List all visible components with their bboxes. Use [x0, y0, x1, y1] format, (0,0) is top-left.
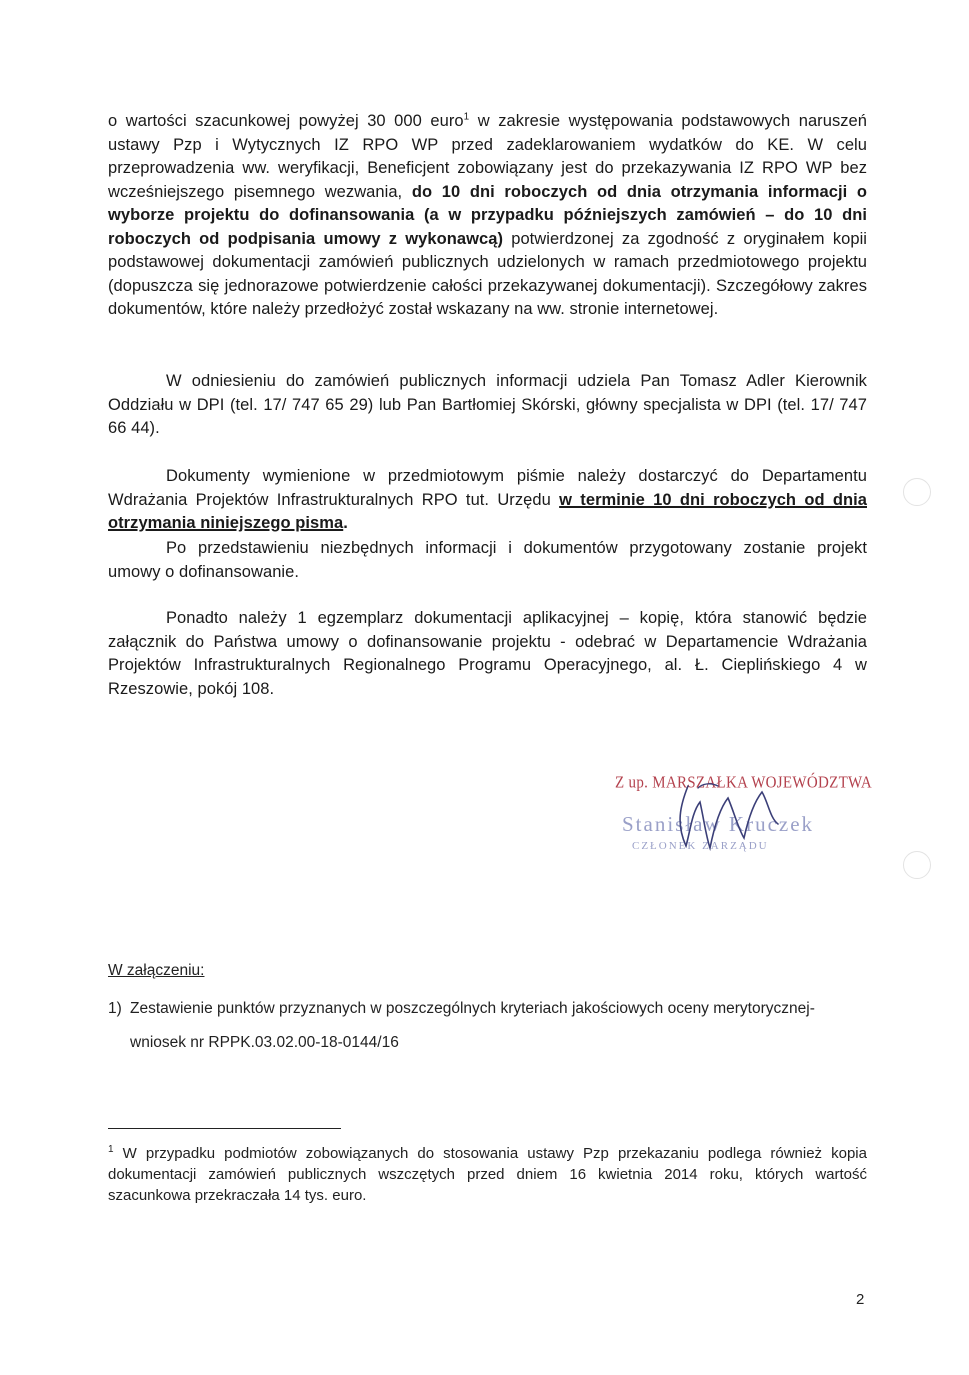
paragraph-text: Dokumenty wymienione w przedmiotowym piśmie należy dostarczyć do Departamentu Wdrażania Projektów Infrastrukturalnych RPO tut. Urzędu: [108, 467, 867, 509]
paragraph-contact-info: W odniesieniu do zamówień publicznych informacji udziela Pan Tomasz Adler Kierownik Oddziału w DPI (tel. 17/ 747 65 29) lub Pan Bartłomiej Skórski, główny specjalista w DPI (tel. 17/ 747 66 44).: [108, 372, 867, 437]
attachments-heading: W załączeniu:: [108, 962, 205, 979]
paragraph-text: o wartości szacunkowej powyżej 30 000 euro: [108, 112, 464, 130]
paragraph-application-copy: Ponadto należy 1 egzemplarz dokumentacji aplikacyjnej – kopię, która stanowić będzie załącznik do Państwa umowy o dofinansowanie projektu - odebrać w Departamencie Wdrażania Projektów Infrastrukturalnych Regionalnego Programu Operacyjnego, al. Ł. Cieplińskiego 4 w Rzeszowie, pokój 108.: [108, 609, 867, 698]
paragraph-text: potwierdzonej za zgodność z oryginałem kopii podstawowej dokumentacji zamówień publicznych udzielonych w ramach przedmiotowego projektu (dopuszcza się jednorazowe potwierdzenie całości przekazywanej dokumentacji). Szczegółowy zakres dokumentów, które należy przedłożyć został wskazany na ww. stronie internetowej.: [108, 229, 867, 318]
paragraph-procurement-verification: [108, 110, 867, 322]
paragraph-contract-preparation: Po przedstawieniu niezbędnych informacji i dokumentów przygotowany zostanie projekt umowy o dofinansowanie.: [108, 539, 867, 581]
footnote: [108, 1143, 867, 1206]
footnote-text: W przypadku podmiotów zobowiązanych do stosowania ustawy Pzp przekazaniu podlega również kopia dokumentacji zamówień publicznych wszczętych przed dniem 16 kwietnia 2014 roku, których wartość szacunkowa przekraczała 14 tys. euro.: [108, 1145, 867, 1204]
paragraph-documents-deadline: [108, 465, 867, 536]
footnote-reference: 1: [463, 111, 470, 123]
stamp-line-name: Stanisław Kruczek: [622, 812, 815, 836]
punch-hole-mark: [903, 478, 931, 506]
deadline-emphasis: do 10 dni roboczych od dnia otrzymania informacji o wyborze projektu do dofinansowania (a w przypadku późniejszych zamówień – do 10 dni roboczych od podpisania umowy z wykonawcą): [108, 182, 867, 248]
attachment-text-line1: Zestawienie punktów przyznanych w poszczególnych kryteriach jakościowych oceny merytorycznej-: [130, 1000, 815, 1017]
handwritten-signature: [610, 772, 850, 862]
page-number: 2: [856, 1291, 865, 1308]
signature-stamp: [610, 772, 872, 862]
paragraph-text: .: [343, 514, 348, 532]
footnote-marker: 1: [108, 1144, 114, 1155]
punch-hole-mark: [903, 851, 931, 879]
footnote-separator: [108, 1128, 341, 1129]
stamp-line-position: CZŁONEK ZARZĄDU: [632, 840, 769, 852]
attachment-text-line2: wniosek nr RPPK.03.02.00-18-0144/16: [130, 1034, 399, 1051]
stamp-line-authority: Z up. MARSZAŁKA WOJEWÓDZTWA: [615, 773, 872, 793]
attachment-number: 1): [108, 1000, 122, 1017]
deadline-underlined: w terminie 10 dni roboczych od dnia otrzymania niniejszego pisma: [108, 490, 867, 532]
paragraph-text: w zakresie występowania podstawowych naruszeń ustawy Pzp i Wytycznych IZ RPO WP przed zadeklarowaniem wydatków do KE. W celu przeprowadzenia ww. weryfikacji, Beneficjent zobowiązany jest do przekazywania IZ RPO WP bez wcześniejszego pisemnego wezwania,: [108, 112, 867, 201]
